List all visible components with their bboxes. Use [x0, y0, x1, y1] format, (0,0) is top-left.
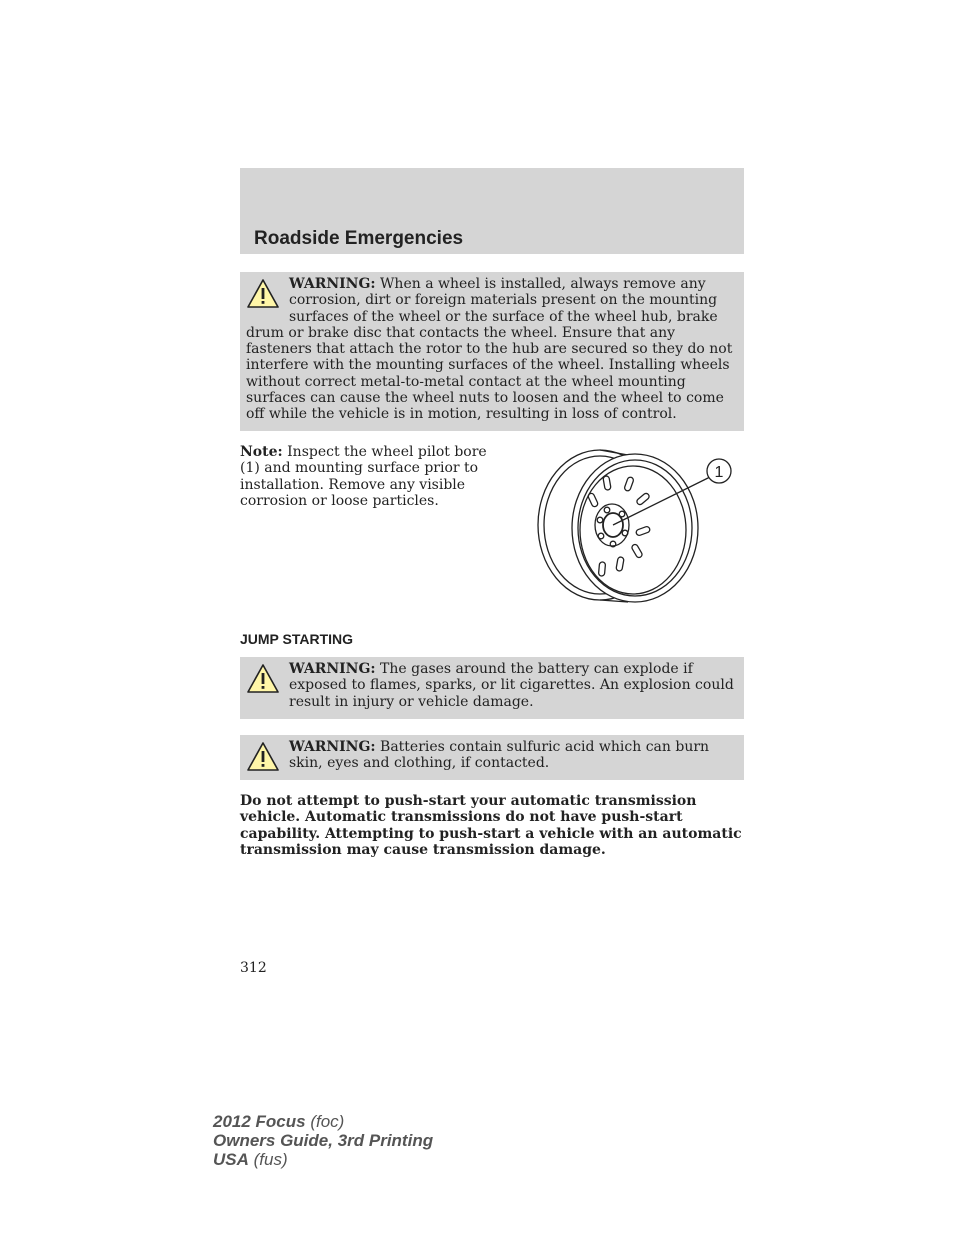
warning-triangle-icon — [246, 278, 280, 310]
warning-text: Batteries contain sulfuric acid which can burn skin, eyes and clothing, if contacted. — [289, 739, 710, 772]
wheel-pilot-bore-illustration — [530, 440, 744, 610]
document-footer — [213, 1112, 433, 1169]
footer-edition: Owners Guide, 3rd Printing — [213, 1131, 434, 1150]
callout-number: 1 — [714, 464, 724, 481]
warning-label: WARNING: — [289, 661, 376, 677]
page-number: 312 — [240, 960, 267, 976]
warning-triangle-icon — [246, 663, 280, 695]
warning-text: The gases around the battery can explode if exposed to flames, sparks, or lit cigarettes. An explosion could result in injury or vehicle damage. — [289, 661, 734, 710]
note-paragraph — [240, 444, 492, 509]
push-start-caution-paragraph: Do not attempt to push-start your automatic transmission vehicle. Automatic transmissions do not have push-start capability. Attempting to push-start a vehicle with an automatic transmission may cause transmission damage. — [240, 793, 742, 858]
warning-text: When a wheel is installed, always remove any corrosion, dirt or foreign materials present on the mounting surfaces of the wheel or the surface of the wheel hub, brake drum or brake disc that contacts the wheel. Ensure that any fasteners that attach the rotor to the hub are secured so they do not interfere with the mounting surfaces of the wheel. Installing wheels without correct metal-to-metal contact at the wheel mounting surfaces can cause the wheel nuts to loosen and the wheel to come off while the vehicle is in motion, resulting in loss of control. — [246, 276, 733, 423]
footer-market-code: (fus) — [253, 1150, 288, 1169]
warning-box-sulfuric-acid — [240, 735, 744, 780]
warning-box-wheel — [240, 272, 744, 431]
footer-line-model — [213, 1112, 433, 1131]
section-heading-jump-starting: JUMP STARTING — [240, 631, 354, 647]
footer-market: USA — [213, 1150, 249, 1169]
warning-box-battery-gases — [240, 657, 744, 719]
warning-triangle-icon — [246, 741, 280, 773]
footer-model: 2012 Focus — [213, 1112, 306, 1131]
note-label: Note: — [240, 444, 283, 460]
warning-label: WARNING: — [289, 739, 376, 755]
note-text: Inspect the wheel pilot bore (1) and mounting surface prior to installation. Remove any visible corrosion or loose particles. — [240, 444, 487, 509]
section-header-band — [240, 168, 744, 254]
warning-label: WARNING: — [289, 276, 376, 292]
footer-model-code: (foc) — [310, 1112, 345, 1131]
page-title: Roadside Emergencies — [254, 228, 464, 249]
footer-line-market — [213, 1150, 433, 1169]
